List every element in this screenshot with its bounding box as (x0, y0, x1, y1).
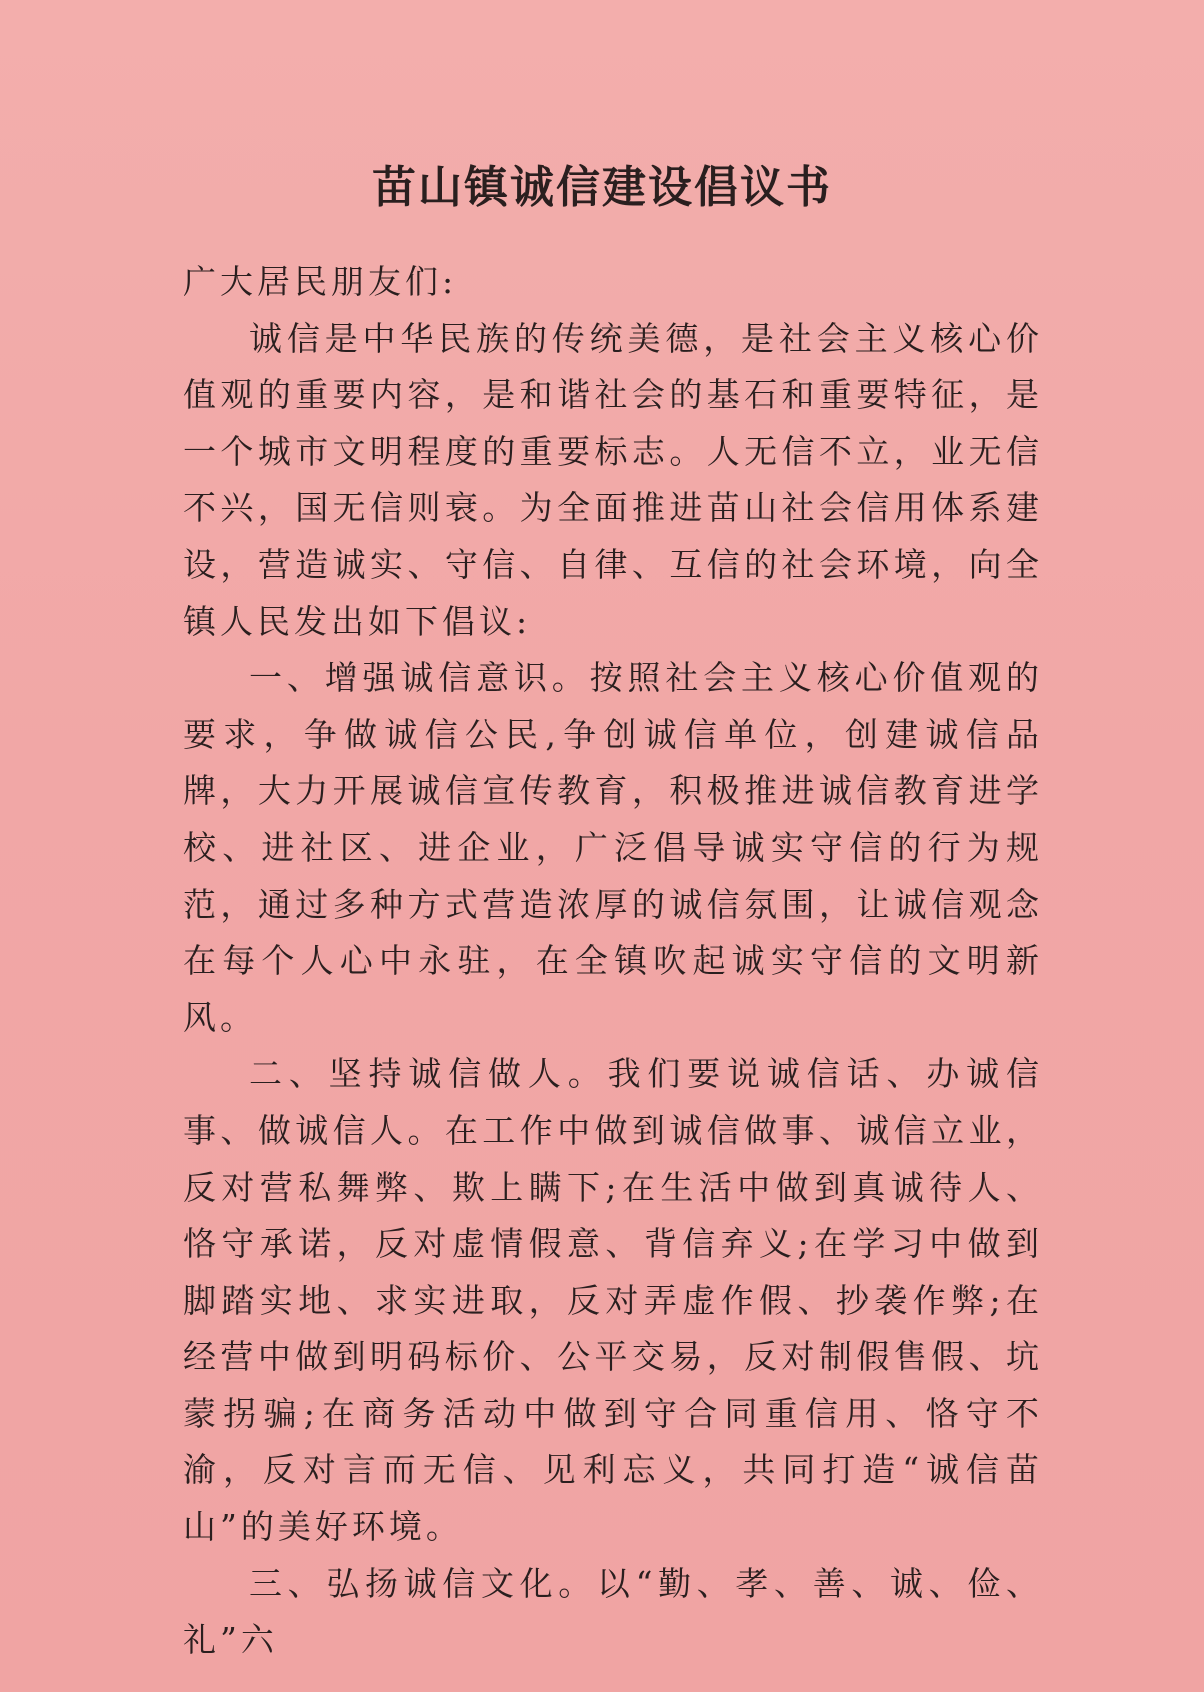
document-body (183, 254, 1043, 1669)
document-title: 苗山镇诚信建设倡议书 (372, 162, 832, 213)
paragraph-intro: 诚信是中华民族的传统美德，是社会主义核心价值观的重要内容，是和谐社会的基石和重要特征，是一个城市文明程度的重要标志。人无信不立，业无信不兴，国无信则衰。为全面推进苗山社会信用体系建设，营造诚实、守信、自律、互信的社会环境，向全镇人民发出如下倡议: (183, 318, 1043, 641)
paragraph-2: 二、坚持诚信做人。我们要说诚信话、办诚信事、做诚信人。在工作中做到诚信做事、诚信立业，反对营私舞弊、欺上瞒下;在生活中做到真诚待人、恪守承诺，反对虚情假意、背信弃义;在学习中做到脚踏实地、求实进取，反对弄虚作假、抄袭作弊;在经营中做到明码标价、公平交易，反对制假售假、坑蒙拐骗;在商务活动中做到守合同重信用、恪守不渝，反对言而无信、见利忘义，共同打造“诚信苗山”的美好环境。 (183, 1054, 1043, 1547)
paragraph-3: 三、弘扬诚信文化。以“勤、孝、善、诚、俭、礼”六 (183, 1563, 1043, 1660)
salutation: 广大居民朋友们: (183, 262, 458, 301)
paragraph-1: 一、增强诚信意识。按照社会主义核心价值观的要求，争做诚信公民,争创诚信单位，创建诚信品牌，大力开展诚信宣传教育，积极推进诚信教育进学校、进社区、进企业，广泛倡导诚实守信的行为规范，通过多种方式营造浓厚的诚信氛围，让诚信观念在每个人心中永驻，在全镇吹起诚实守信的文明新风。 (183, 658, 1043, 1037)
